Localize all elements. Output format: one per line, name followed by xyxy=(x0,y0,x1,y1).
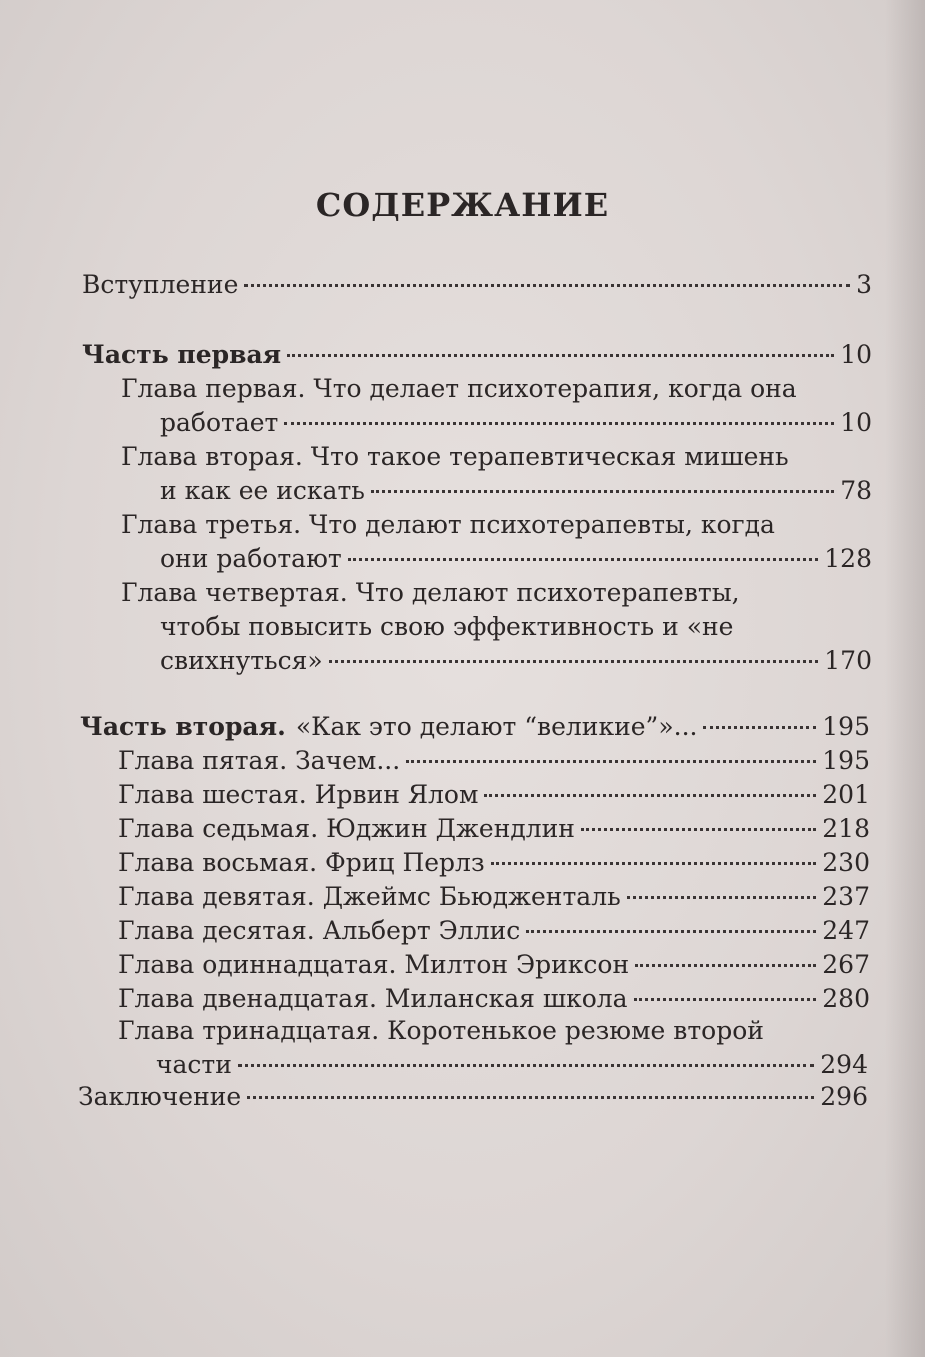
dot-leader xyxy=(484,794,816,797)
page-title: СОДЕРЖАНИЕ xyxy=(315,186,610,224)
toc-page-number: 267 xyxy=(822,950,870,979)
toc-entry-title: Глава восьмая. Фриц Перлз xyxy=(118,848,485,877)
toc-entry-title: Глава девятая. Джеймс Бьюдженталь xyxy=(118,882,621,911)
dot-leader xyxy=(247,1096,814,1099)
toc-page-number: 237 xyxy=(822,882,870,911)
toc-entry-title: они работают xyxy=(160,544,342,573)
toc-entry-chapter-12 xyxy=(118,984,870,1014)
toc-entry-title: Глава двенадцатая. Миланская школа xyxy=(118,984,628,1013)
toc-entry-title: работает xyxy=(160,408,279,437)
toc-page-number: 170 xyxy=(824,646,872,675)
toc-page-number: 195 xyxy=(822,746,870,775)
toc-entry-chapter-3 xyxy=(160,544,872,574)
dot-leader xyxy=(287,354,834,357)
toc-entry-chapter-9 xyxy=(118,882,870,912)
toc-entry-title: Глава десятая. Альберт Эллис xyxy=(118,916,521,945)
toc-entry-chapter-1 xyxy=(160,408,872,438)
toc-entry-chapter-4-line2: чтобы повысить свою эффективность и «не xyxy=(160,612,734,641)
toc-entry-title: Глава одиннадцатая. Милтон Эриксон xyxy=(118,950,630,979)
toc-entry-title: свихнуться» xyxy=(160,646,323,675)
toc-entry-chapter-3-line1: Глава третья. Что делают психотерапевты, когда xyxy=(121,510,775,539)
toc-page-number: 296 xyxy=(820,1082,868,1111)
toc-entry-chapter-13-line1: Глава тринадцатая. Коротенькое резюме второй xyxy=(118,1016,764,1045)
dot-leader xyxy=(238,1064,814,1067)
toc-page-number: 195 xyxy=(822,712,870,741)
toc-entry-part-one xyxy=(82,340,872,370)
dot-leader xyxy=(406,760,816,763)
dot-leader xyxy=(284,422,834,425)
toc-entry-conclusion xyxy=(78,1082,868,1112)
toc-page-number: 10 xyxy=(840,340,872,369)
toc-entry-title: части xyxy=(156,1050,232,1079)
dot-leader xyxy=(491,862,817,865)
toc-page-number: 294 xyxy=(820,1050,868,1079)
toc-entry-title: Вступление xyxy=(82,270,239,299)
toc-entry-title: Часть первая xyxy=(82,340,282,369)
toc-entry-title: Глава пятая. Зачем... xyxy=(118,746,401,775)
toc-entry-title: Глава шестая. Ирвин Ялом xyxy=(118,780,479,809)
toc-entry-part-two xyxy=(80,712,870,742)
toc-page-number: 10 xyxy=(840,408,872,437)
toc-entry-chapter-6 xyxy=(118,780,870,810)
toc-entry-chapter-4 xyxy=(160,646,872,676)
toc-page-number: 280 xyxy=(822,984,870,1013)
toc-page-number: 247 xyxy=(822,916,870,945)
dot-leader xyxy=(371,490,834,493)
toc-entry-chapter-11 xyxy=(118,950,870,980)
toc-entry-introduction xyxy=(82,270,872,300)
toc-page-number: 201 xyxy=(822,780,870,809)
dot-leader xyxy=(348,558,819,561)
toc-entry-chapter-2 xyxy=(160,476,872,506)
toc-entry-chapter-13 xyxy=(156,1050,868,1080)
toc-entry-chapter-8 xyxy=(118,848,870,878)
dot-leader xyxy=(526,930,816,933)
toc-page-number: 230 xyxy=(822,848,870,877)
toc-entry-title: «Как это делают “великие”»... xyxy=(295,712,698,741)
toc-entry-chapter-10 xyxy=(118,916,870,946)
toc-page-number: 128 xyxy=(824,544,872,573)
toc-entry-title: и как ее искать xyxy=(160,476,365,505)
toc-entry-chapter-7 xyxy=(118,814,870,844)
dot-leader xyxy=(627,896,817,899)
toc-page-number: 3 xyxy=(856,270,872,299)
toc-entry-title: Заключение xyxy=(78,1082,242,1111)
toc-entry-chapter-4-line1: Глава четвертая. Что делают психотерапевты, xyxy=(121,578,740,607)
toc-page-number: 78 xyxy=(840,476,872,505)
toc-entry-chapter-1-line1: Глава первая. Что делает психотерапия, когда она xyxy=(121,374,797,403)
toc-entry-part-label: Часть вторая. xyxy=(80,712,286,741)
toc-entry-chapter-2-line1: Глава вторая. Что такое терапевтическая мишень xyxy=(121,442,789,471)
dot-leader xyxy=(581,828,816,831)
dot-leader xyxy=(329,660,819,663)
toc-page-number: 218 xyxy=(822,814,870,843)
dot-leader xyxy=(634,998,817,1001)
dot-leader xyxy=(703,726,816,729)
dot-leader xyxy=(635,964,816,967)
toc-entry-title: Глава седьмая. Юджин Джендлин xyxy=(118,814,575,843)
dot-leader xyxy=(244,284,850,287)
toc-entry-chapter-5 xyxy=(118,746,870,776)
